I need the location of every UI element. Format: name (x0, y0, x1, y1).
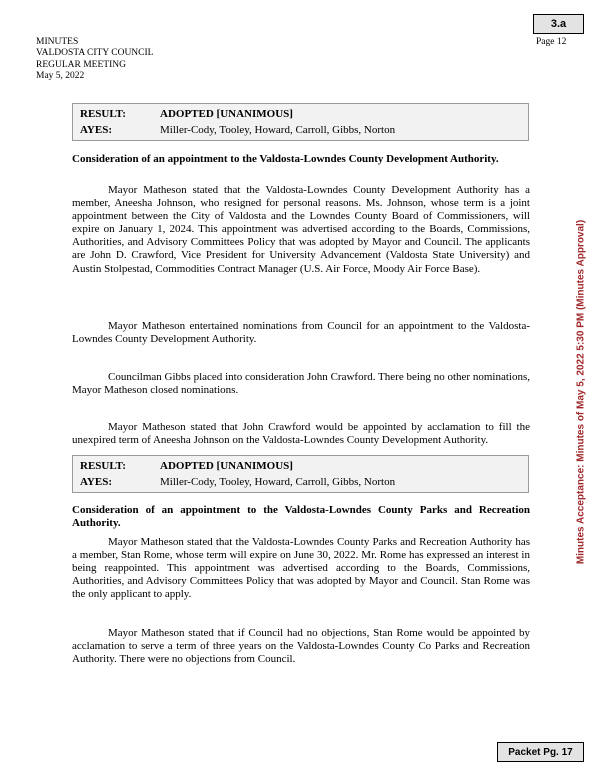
packet-page-footer: Packet Pg. 17 (497, 742, 584, 762)
attachment-tag: 3.a (533, 14, 584, 34)
section-heading: Consideration of an appointment to the Valdosta-Lowndes County Parks and Recreation Authority. (72, 504, 530, 529)
header-line: VALDOSTA CITY COUNCIL (36, 48, 154, 59)
ayes-label: AYES: (80, 124, 112, 136)
document-header (36, 37, 153, 83)
result-label: RESULT: (80, 460, 126, 472)
header-date: May 5, 2022 (36, 71, 85, 82)
result-value: ADOPTED [UNANIMOUS] (160, 108, 293, 120)
page-number: Page 12 (536, 37, 567, 47)
paragraph: Mayor Matheson stated that John Crawford would be appointed by acclamation to fill the unexpired term of Aneesha Johnson on the Valdosta-Lowndes County Development Authority. (72, 421, 530, 447)
result-box (72, 455, 529, 493)
section-heading: Consideration of an appointment to the Valdosta-Lowndes County Development Authority. (72, 153, 499, 165)
ayes-value: Miller-Cody, Tooley, Howard, Carroll, Gibbs, Norton (160, 124, 396, 136)
ayes-label: AYES: (80, 476, 112, 488)
ayes-value: Miller-Cody, Tooley, Howard, Carroll, Gibbs, Norton (160, 476, 396, 488)
stamp-text: Minutes Acceptance: Minutes of May 5, 2022 5:30 PM (Minutes Approval) (575, 219, 587, 565)
paragraph: Mayor Matheson stated that the Valdosta-Lowndes County Parks and Recreation Authority has a member, Stan Rome, whose term will expire on June 30, 2022. Mr. Rome has expressed an interest in being reappointed. This appointment was advertised according to the Boards, Commissions, Authorities, and Advisory Committees Policy that was adopted by Mayor and Council. Stan Rome was the only applicant to apply. (72, 536, 530, 601)
paragraph: Mayor Matheson entertained nominations from Council for an appointment to the Valdosta-Lowndes County Development Authority. (72, 320, 530, 346)
header-line: REGULAR MEETING (36, 59, 126, 70)
paragraph: Mayor Matheson stated that if Council had no objections, Stan Rome would be appointed by acclamation to serve a term of three years on the Valdosta-Lowndes County Co Parks and Recreation Authority. There were no objections from Council. (72, 627, 530, 666)
paragraph: Councilman Gibbs placed into consideration John Crawford. There being no other nominations, Mayor Matheson closed nominations. (72, 371, 530, 397)
minutes-acceptance-stamp (570, 214, 592, 570)
paragraph: Mayor Matheson stated that the Valdosta-Lowndes County Development Authority has a member, Aneesha Johnson, who resigned for personal reasons. Ms. Johnson, whose term is a joint appointment between the City of Valdosta and the Lowndes County Board of Commissioners, will expire on January 1, 2024. This appointment was advertised according to the Boards, Commissions, Authorities, and Advisory Committees Policy that was adopted by Mayor and Council. The applicants are John D. Crawford, Vice President for University Advancement (Valdosta State University) and Austin Stolpestad, Commodities Contract Manager (U.S. Air Force, Moody Air Force Base). (72, 184, 530, 275)
result-label: RESULT: (80, 108, 126, 120)
result-box (72, 103, 529, 141)
result-value: ADOPTED [UNANIMOUS] (160, 460, 293, 472)
header-line: MINUTES (36, 37, 79, 47)
